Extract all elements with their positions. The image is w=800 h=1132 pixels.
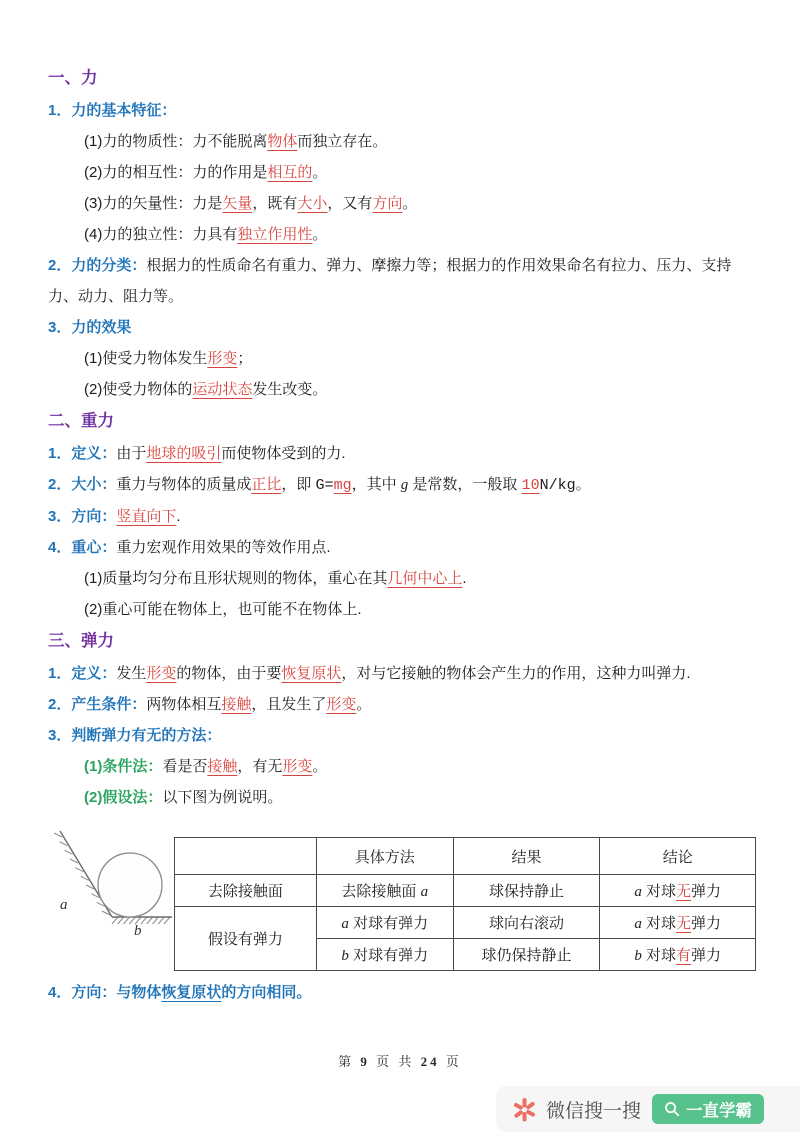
text-segment: 2．力的分类： bbox=[48, 257, 147, 274]
line-elastic-direction bbox=[48, 977, 756, 1008]
text-segment: (1)条件法： bbox=[84, 758, 163, 775]
text-segment: 1．定义： bbox=[48, 665, 117, 682]
text-segment: 3．方向： bbox=[48, 508, 117, 525]
page-number-footer bbox=[0, 1051, 800, 1070]
line-center-geometric bbox=[48, 563, 756, 594]
text-segment: 的方向相同。 bbox=[221, 984, 312, 1001]
text-segment: 球仍保持静止 bbox=[481, 947, 572, 964]
text-segment: 弹力 bbox=[691, 915, 722, 932]
text-segment: . bbox=[176, 508, 181, 525]
watermark-button-label: 一直学霸 bbox=[686, 1102, 753, 1120]
line-gravity-center bbox=[48, 532, 756, 563]
document-body bbox=[48, 62, 756, 1008]
line-force-effects bbox=[48, 312, 756, 343]
line-condition-method bbox=[48, 751, 756, 782]
text-segment: 对球有弹力 bbox=[348, 947, 429, 964]
text-segment: 接触 bbox=[207, 758, 238, 775]
table-header-result: 结果 bbox=[453, 838, 600, 875]
text-segment: 球向右滚动 bbox=[489, 915, 565, 932]
text-segment: 由于 bbox=[116, 445, 147, 462]
line-force-materiality bbox=[48, 126, 756, 157]
text-segment: a bbox=[420, 884, 429, 900]
text-segment: . bbox=[462, 570, 467, 587]
cell-conclusion bbox=[600, 939, 756, 971]
text-segment: 无 bbox=[676, 915, 692, 932]
row-label-assume-force: 假设有弹力 bbox=[175, 907, 317, 971]
line-hypothesis-method bbox=[48, 782, 756, 813]
text-segment: 矢量 bbox=[222, 195, 253, 212]
magnifier-icon bbox=[664, 1101, 680, 1117]
text-segment: 对球有弹力 bbox=[348, 915, 429, 932]
text-segment: 恢复原状 bbox=[161, 984, 222, 1001]
text-segment: (2)力的相互性：力的作用是 bbox=[84, 164, 268, 181]
cell-result bbox=[453, 907, 600, 939]
text-segment: 发生 bbox=[116, 665, 147, 682]
text-segment: 竖直向下 bbox=[116, 508, 177, 525]
text-segment: 恢复原状 bbox=[281, 665, 342, 682]
text-segment: ，既有 bbox=[252, 195, 298, 212]
cell-method bbox=[316, 875, 453, 907]
text-segment: ，其中 bbox=[351, 476, 401, 493]
cell-conclusion bbox=[600, 907, 756, 939]
text-segment: ，又有 bbox=[327, 195, 373, 212]
text-segment: 页 bbox=[439, 1054, 462, 1069]
text-segment: 物体 bbox=[267, 133, 298, 150]
text-segment: 2．产生条件： bbox=[48, 696, 147, 713]
text-segment: (1)力的物质性：力不能脱离 bbox=[84, 133, 268, 150]
elastic-force-judgment-table bbox=[174, 837, 756, 971]
line-elastic-judgment-methods bbox=[48, 720, 756, 751]
text-segment: 。 bbox=[312, 226, 328, 243]
line-force-vector-nature bbox=[48, 188, 756, 219]
text-segment: 1．定义： bbox=[48, 445, 117, 462]
text-segment: 形变 bbox=[207, 350, 238, 367]
text-segment: 对球 bbox=[641, 947, 677, 964]
line-center-location bbox=[48, 594, 756, 625]
line-gravity-direction bbox=[48, 501, 756, 532]
text-segment: (3)力的矢量性：力是 bbox=[84, 195, 223, 212]
line-effect-deformation bbox=[48, 343, 756, 374]
ball bbox=[98, 853, 162, 917]
text-segment: 3．力的效果 bbox=[48, 319, 132, 336]
text-segment: ； bbox=[237, 350, 253, 367]
text-segment: 弹力 bbox=[691, 883, 722, 900]
text-segment: 1．力的基本特征： bbox=[48, 102, 177, 119]
text-segment: 。 bbox=[312, 758, 328, 775]
line-gravity-magnitude bbox=[48, 469, 756, 501]
text-segment: a bbox=[634, 916, 642, 932]
ball-on-incline-diagram bbox=[48, 817, 174, 944]
line-force-mutuality bbox=[48, 157, 756, 188]
table-header-method: 具体方法 bbox=[316, 838, 453, 875]
text-segment: (2)假设法： bbox=[84, 789, 163, 806]
text-segment: 正比 bbox=[251, 476, 282, 493]
text-segment: 。 bbox=[575, 476, 591, 493]
cell-method bbox=[316, 939, 453, 971]
text-segment: 。 bbox=[402, 195, 418, 212]
text-segment: 形变 bbox=[326, 696, 357, 713]
text-segment: 而使物体受到的力. bbox=[221, 445, 346, 462]
text-segment: (1)质量均匀分布且形状规则的物体，重心在其 bbox=[84, 570, 388, 587]
text-segment: 几何中心上 bbox=[387, 570, 463, 587]
text-segment: 大小 bbox=[297, 195, 328, 212]
spark-asterisk-icon bbox=[511, 1096, 538, 1123]
text-segment: 的物体，由于要 bbox=[176, 665, 282, 682]
table-row bbox=[175, 907, 756, 939]
text-segment: ，有无 bbox=[237, 758, 283, 775]
text-segment: 形变 bbox=[282, 758, 313, 775]
text-segment: 24 bbox=[420, 1054, 440, 1069]
text-segment: ，且发生了 bbox=[251, 696, 327, 713]
text-segment: (2)重心可能在物体上，也可能不在物体上. bbox=[84, 601, 362, 618]
text-segment: 根据力的性质命名有重力、弹力、摩擦力等；根据力的作用效果命名有拉力、压力、支持力、动力、阻力等。 bbox=[48, 257, 732, 305]
text-segment: 运动状态 bbox=[192, 381, 253, 398]
text-segment: b bbox=[634, 948, 642, 964]
text-segment: 2．大小： bbox=[48, 476, 117, 493]
text-segment: 独立作用性 bbox=[237, 226, 313, 243]
text-segment: 。 bbox=[356, 696, 372, 713]
cell-result bbox=[453, 875, 600, 907]
text-segment: 弹力 bbox=[691, 947, 722, 964]
text-segment: 4．重心： bbox=[48, 539, 117, 556]
incline-ball-illustration bbox=[48, 817, 174, 939]
text-segment: 而独立存在。 bbox=[297, 133, 388, 150]
table-corner-diagonal-cell bbox=[175, 838, 317, 875]
line-force-classification bbox=[48, 250, 756, 312]
wechat-search-watermark bbox=[496, 1086, 800, 1132]
section-heading-force: 一、力 bbox=[48, 69, 98, 87]
cell-method bbox=[316, 907, 453, 939]
text-segment: b bbox=[341, 948, 349, 964]
text-segment: 4．方向： bbox=[48, 984, 117, 1001]
text-segment: 对球 bbox=[641, 915, 677, 932]
text-segment: 方向 bbox=[372, 195, 403, 212]
row-label-remove-surface: 去除接触面 bbox=[175, 875, 317, 907]
wechat-search-button[interactable] bbox=[652, 1094, 764, 1124]
text-segment: G= bbox=[315, 477, 334, 494]
text-segment: 页 共 bbox=[369, 1054, 421, 1069]
text-segment: 第 bbox=[338, 1054, 361, 1069]
cell-conclusion bbox=[600, 875, 756, 907]
text-segment: N/kg bbox=[539, 477, 576, 494]
line-elastic-definition bbox=[48, 658, 756, 689]
text-segment: 是常数，一般取 bbox=[408, 476, 522, 493]
text-segment: (4)力的独立性：力具有 bbox=[84, 226, 238, 243]
text-segment: ，即 bbox=[281, 476, 316, 493]
text-segment: 形变 bbox=[146, 665, 177, 682]
text-segment: (2)使受力物体的 bbox=[84, 381, 193, 398]
section-heading-elastic-force: 三、弹力 bbox=[48, 632, 114, 650]
figure-row bbox=[48, 817, 756, 971]
cell-result bbox=[453, 939, 600, 971]
text-segment: 以下图为例说明。 bbox=[162, 789, 283, 806]
label-b: b bbox=[134, 923, 142, 939]
text-segment: (1)使受力物体发生 bbox=[84, 350, 208, 367]
text-segment: 3．判断弹力有无的方法： bbox=[48, 727, 222, 744]
text-segment: 看是否 bbox=[162, 758, 208, 775]
text-segment: 与物体 bbox=[116, 984, 162, 1001]
text-segment: 重力与物体的质量成 bbox=[116, 476, 252, 493]
table-header-conclusion: 结论 bbox=[600, 838, 756, 875]
text-segment: mg bbox=[333, 477, 352, 494]
text-segment: 两物体相互 bbox=[146, 696, 222, 713]
text-segment: 9 bbox=[360, 1054, 370, 1069]
text-segment: 发生改变。 bbox=[252, 381, 328, 398]
line-gravity-definition bbox=[48, 438, 756, 469]
line-force-independence bbox=[48, 219, 756, 250]
line-force-basic-features bbox=[48, 95, 756, 126]
text-segment: a bbox=[634, 884, 642, 900]
text-segment: 地球的吸引 bbox=[146, 445, 222, 462]
text-segment: 对球 bbox=[641, 883, 677, 900]
text-segment: 球保持静止 bbox=[489, 883, 565, 900]
table-row bbox=[175, 875, 756, 907]
text-segment: ，对与它接触的物体会产生力的作用，这种力叫弹力. bbox=[341, 665, 691, 682]
text-segment: 。 bbox=[312, 164, 328, 181]
text-segment: 重力宏观作用效果的等效作用点. bbox=[116, 539, 331, 556]
text-segment: 接触 bbox=[221, 696, 252, 713]
text-segment: 有 bbox=[676, 947, 692, 964]
text-segment: a bbox=[341, 916, 349, 932]
text-segment: 去除接触面 bbox=[341, 883, 421, 900]
label-a: a bbox=[60, 897, 68, 913]
text-segment: 无 bbox=[676, 883, 692, 900]
text-segment: 10 bbox=[521, 477, 540, 494]
text-segment: 相互的 bbox=[267, 164, 313, 181]
line-effect-motion-state bbox=[48, 374, 756, 405]
line-elastic-conditions bbox=[48, 689, 756, 720]
watermark-brand-text: 微信搜一搜 bbox=[546, 1100, 642, 1122]
text-segment: g bbox=[400, 477, 409, 493]
section-heading-gravity: 二、重力 bbox=[48, 412, 114, 430]
